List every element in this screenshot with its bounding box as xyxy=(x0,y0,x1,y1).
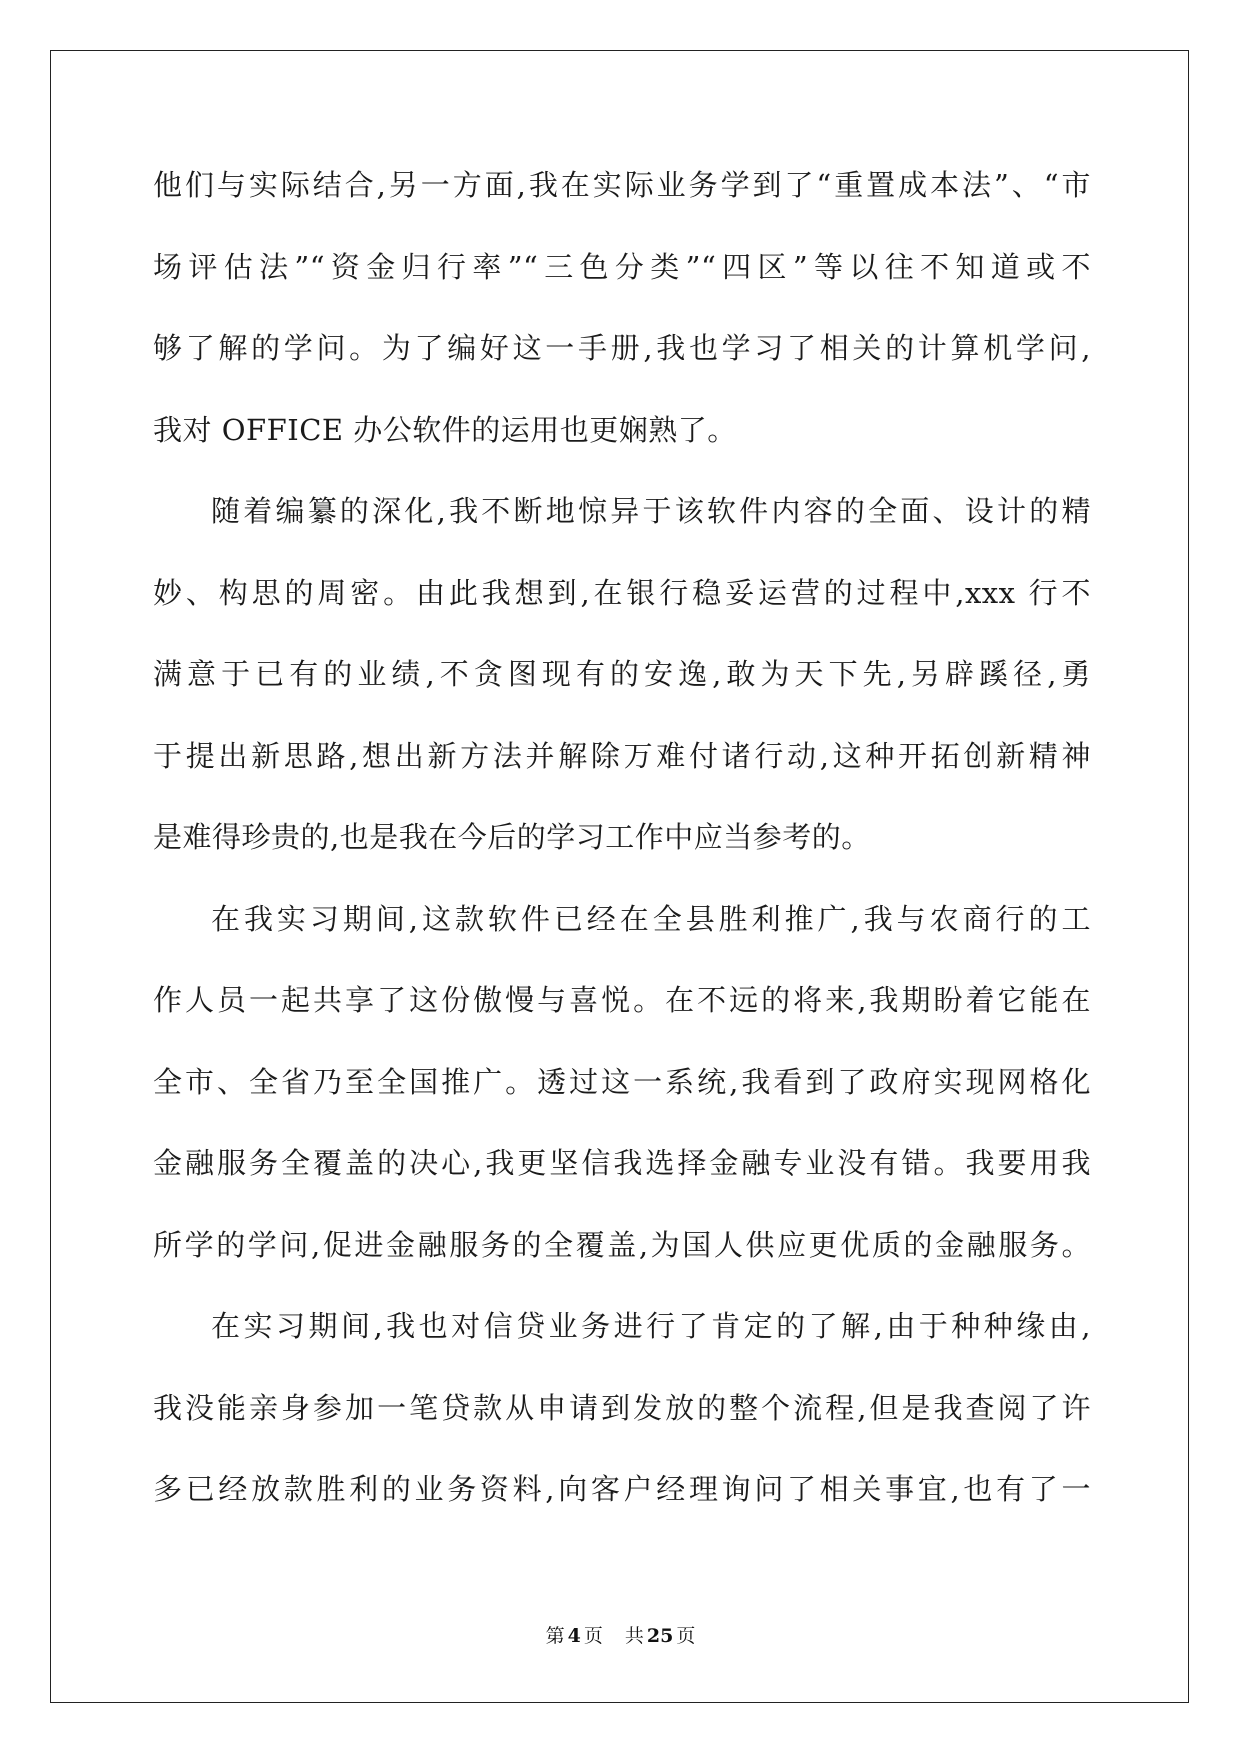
text-line: 作人员一起共享了这份傲慢与喜悦。在不远的将来,我期盼着它能在 xyxy=(153,983,1091,1017)
text-line: 满意于已有的业绩,不贪图现有的安逸,敢为天下先,另辟蹊径,勇 xyxy=(153,657,1091,691)
text-line: 是难得珍贵的,也是我在今后的学习工作中应当参考的。 xyxy=(153,820,871,854)
total-suffix: 页 xyxy=(676,1625,696,1647)
page-number: 4 xyxy=(567,1625,581,1647)
text-line: 他们与实际结合,另一方面,我在实际业务学到了“重置成本法”、“市 xyxy=(153,168,1091,202)
text-line: 在我实习期间,这款软件已经在全县胜利推广,我与农商行的工 xyxy=(211,901,1091,936)
text-line: 妙、构思的周密。由此我想到,在银行稳妥运营的过程中,xxx 行不 xyxy=(153,575,1091,610)
text-line: 金融服务全覆盖的决心,我更坚信我选择金融专业没有错。我要用我 xyxy=(153,1146,1091,1180)
text-line: 所学的学问,促进金融服务的全覆盖,为国人供应更优质的金融服务。 xyxy=(153,1227,1091,1262)
page-footer xyxy=(0,1621,1241,1648)
text-line: 多已经放款胜利的业务资料,向客户经理询问了相关事宜,也有了一 xyxy=(153,1472,1091,1506)
text-line: 在实习期间,我也对信贷业务进行了肯定的了解,由于种种缘由, xyxy=(211,1309,1091,1343)
total-prefix: 共 xyxy=(624,1625,644,1647)
text-line: 随着编纂的深化,我不断地惊异于该软件内容的全面、设计的精 xyxy=(211,494,1091,528)
text-line: 够了解的学问。为了编好这一手册,我也学习了相关的计算机学问, xyxy=(153,331,1091,365)
page-prefix: 第 xyxy=(545,1625,565,1647)
page-suffix: 页 xyxy=(583,1625,603,1647)
total-pages: 25 xyxy=(646,1625,674,1647)
document-body xyxy=(153,164,1091,1550)
text-line: 我对 OFFICE 办公软件的运用也更娴熟了。 xyxy=(153,412,737,447)
text-line: 于提出新思路,想出新方法并解除万难付诸行动,这种开拓创新精神 xyxy=(153,738,1091,773)
text-line: 我没能亲身参加一笔贷款从申请到发放的整个流程,但是我查阅了许 xyxy=(153,1390,1091,1425)
text-line: 全市、全省乃至全国推广。透过这一系统,我看到了政府实现网格化 xyxy=(153,1064,1091,1099)
text-line: 场评估法”“资金归行率”“三色分类”“四区”等以往不知道或不 xyxy=(153,249,1091,284)
